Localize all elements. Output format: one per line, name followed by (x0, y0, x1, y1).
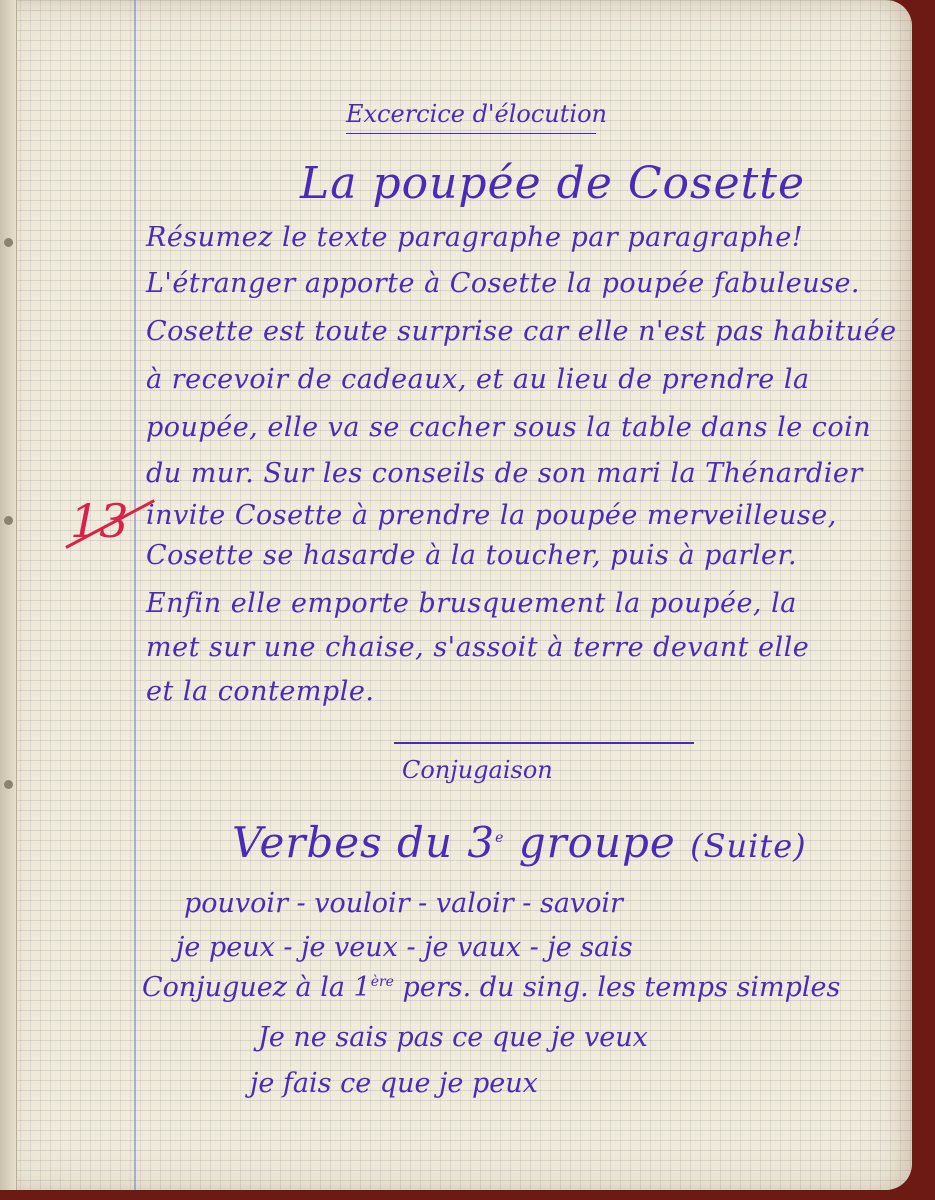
binding-hole (4, 238, 13, 247)
text-line: Cosette se hasarde à la toucher, puis à parler. (146, 540, 798, 571)
text-line: Cosette est toute surprise car elle n'est pas habituée (146, 316, 897, 347)
text-line: et la contemple. (146, 676, 375, 707)
heading-underline (346, 133, 596, 134)
page-title: La poupée de Cosette (300, 158, 806, 209)
binding-hole (4, 780, 13, 789)
instruction-end: pers. du sing. les temps simples (393, 972, 841, 1003)
text-line: à recevoir de cadeaux, et au lieu de prendre la (146, 364, 810, 395)
binding-hole (4, 516, 13, 525)
title-rest: groupe (504, 818, 676, 867)
forms-line: je peux - je veux - je vaux - je sais (176, 932, 633, 963)
instruction-superscript: ère (370, 974, 394, 990)
verbs-line: pouvoir - vouloir - valoir - savoir (184, 888, 623, 919)
text-line: Enfin elle emporte brusquement la poupée, la (146, 588, 797, 619)
margin-line (134, 0, 136, 1190)
notebook-binding (0, 0, 17, 1190)
conjugation-heading: Conjugaison (402, 756, 553, 784)
text-line: poupée, elle va se cacher sous la table dans le coin (146, 412, 872, 443)
title-parenthetical: (Suite) (690, 827, 807, 865)
conjugation-title (232, 818, 807, 867)
exercise-heading: Excercice d'élocution (346, 100, 607, 128)
text-line: invite Cosette à prendre la poupée merveilleuse, (146, 500, 837, 531)
text-line: du mur. Sur les conseils de son mari la Thénardier (146, 458, 863, 489)
example-sentence: Je ne sais pas ce que je veux (258, 1022, 648, 1053)
instruction-line (142, 972, 840, 1003)
title-superscript: e (495, 830, 505, 846)
example-sentence: je fais ce que je peux (250, 1068, 538, 1099)
text-line: L'étranger apporte à Cosette la poupée fabuleuse. (146, 268, 861, 299)
instruction-start: Conjuguez à la 1 (142, 972, 371, 1003)
text-line: met sur une chaise, s'assoit à terre devant elle (146, 632, 810, 663)
grade-mark: 13 (70, 494, 129, 548)
section-divider (394, 742, 694, 744)
text-line: Résumez le texte paragraphe par paragraphe! (146, 222, 804, 253)
title-main: Verbes du 3 (232, 818, 496, 867)
